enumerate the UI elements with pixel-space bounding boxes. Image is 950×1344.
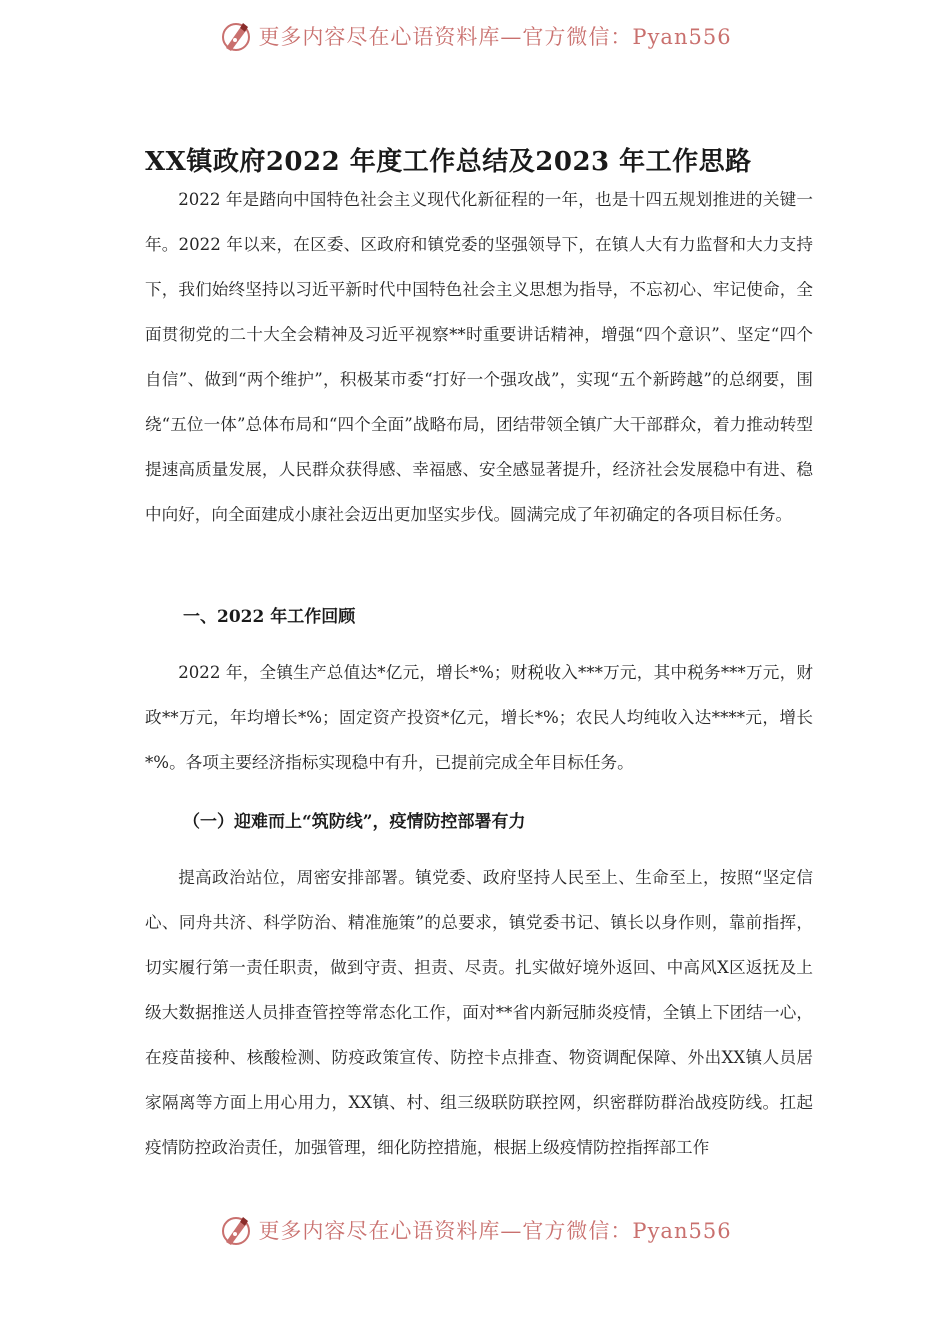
document-title: XX镇政府2022 年度工作总结及2023 年工作思路 xyxy=(145,147,752,178)
watermark-banner-bottom xyxy=(0,1208,950,1252)
subsection-heading-epidemic: （一）迎难而上“筑防线”，疫情防控部署有力 xyxy=(183,812,526,832)
watermark-text: 更多内容尽在心语资料库—官方微信：Pyan556 xyxy=(258,1219,732,1243)
watermark-text: 更多内容尽在心语资料库—官方微信：Pyan556 xyxy=(258,25,732,49)
pen-logo-icon xyxy=(218,18,254,54)
subsection-paragraph-epidemic: 提高政治站位，周密安排部署。镇党委、政府坚持人民至上、生命至上，按照“坚定信心、同舟共济、科学防治、精准施策”的总要求，镇党委书记、镇长以身作则，靠前指挥，切实履行第一责任职责，做到守责、担责、尽责。扎实做好境外返回、中高风X区返抚及上级大数据推送人员排查管控等常态化工作，面对**省内新冠肺炎疫情，全镇上下团结一心，在疫苗接种、核酸检测、防疫政策宣传、防控卡点排查、物资调配保障、外出XX镇人员居家隔离等方面上用心用力，XX镇、村、组三级联防联控网，织密群防群治战疫防线。扛起疫情防控政治责任，加强管理，细化防控措施，根据上级疫情防控指挥部工作 xyxy=(145,868,813,1157)
intro-paragraph: 2022 年是踏向中国特色社会主义现代化新征程的一年，也是十四五规划推进的关键一年。2022 年以来，在区委、区政府和镇党委的坚强领导下，在镇人大有力监督和大力支持下，我们始终坚持以习近平新时代中国特色社会主义思想为指导，不忘初心、牢记使命，全面贯彻党的二十大全会精神及习近平视察**时重要讲话精神，增强“四个意识”、坚定“四个自信”、做到“两个维护”，积极某市委“打好一个强攻战”，实现“五个新跨越”的总纲要，围绕“五位一体”总体布局和“四个全面”战略布局，团结带领全镇广大干部群众，着力推动转型提速高质量发展，人民群众获得感、幸福感、安全感显著提升，经济社会发展稳中有进、稳中向好，向全面建成小康社会迈出更加坚实步伐。圆满完成了年初确定的各项目标任务。 xyxy=(145,190,813,524)
section-heading-work-review: 一、2022 年工作回顾 xyxy=(183,607,356,627)
watermark-banner-top xyxy=(0,14,950,58)
section-paragraph-economy: 2022 年，全镇生产总值达*亿元，增长*%；财税收入***万元，其中税务***万元，财政**万元，年均增长*%；固定资产投资*亿元，增长*%；农民人均纯收入达****元，增长*%。各项主要经济指标实现稳中有升，已提前完成全年目标任务。 xyxy=(145,663,813,772)
pen-logo-icon xyxy=(218,1212,254,1248)
